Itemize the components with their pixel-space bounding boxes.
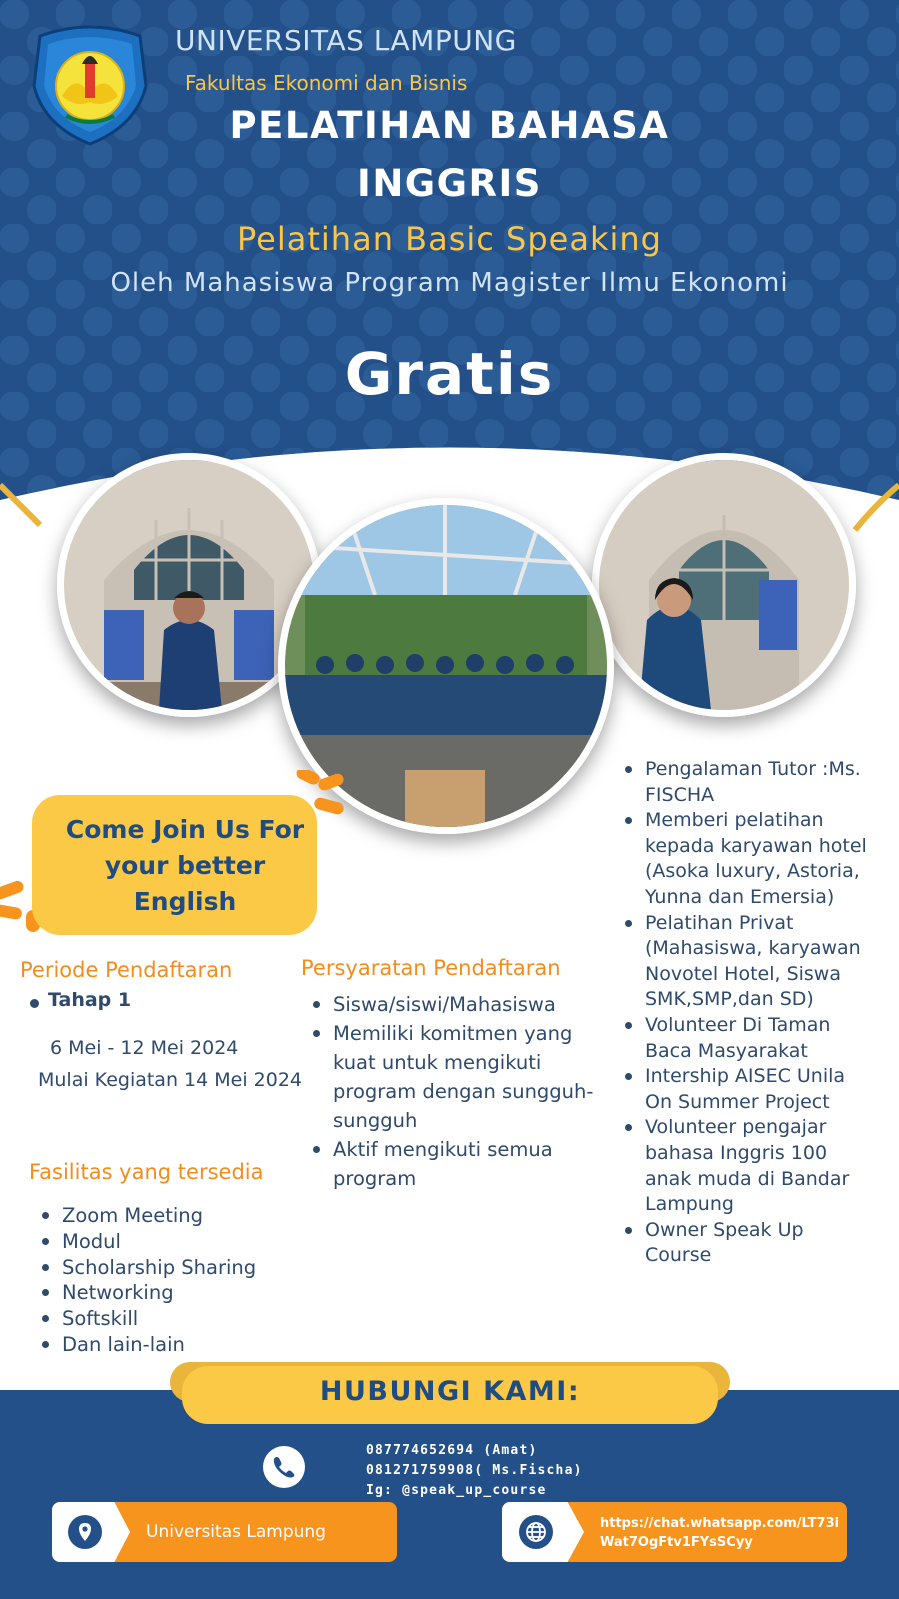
subtitle: Pelatihan Basic Speaking xyxy=(237,220,662,258)
location-text: Universitas Lampung xyxy=(146,1522,326,1542)
facility-item: Zoom Meeting xyxy=(40,1203,300,1229)
tutor-item: Memberi pelatihan kepada karyawan hotel (Asoka luxury, Astoria, Yunna dan Emersia) xyxy=(623,808,868,910)
activity-start: Mulai Kegiatan 14 Mei 2024 xyxy=(38,1069,303,1091)
tutor-item: Owner Speak Up Course xyxy=(623,1218,868,1269)
title-line-2: INGGRIS xyxy=(357,162,542,205)
phone-amat: 087774652694 (Amat) xyxy=(366,1443,538,1458)
stage-bullet xyxy=(30,999,39,1008)
photo-female-student xyxy=(592,453,856,717)
tutor-item: Pengalaman Tutor :Ms. FISCHA xyxy=(623,757,868,808)
contact-heading: HUBUNGI KAMI: xyxy=(319,1376,581,1407)
location-pin-icon xyxy=(68,1515,102,1549)
phone-fischa: 081271759908( Ms.Fischa) xyxy=(366,1463,583,1478)
facility-item: Dan lain-lain xyxy=(40,1332,300,1358)
join-line-2: your better xyxy=(104,851,266,880)
whatsapp-url[interactable] xyxy=(600,1514,839,1552)
periode-heading: Periode Pendaftaran xyxy=(20,958,233,982)
tutor-item: Intership AISEC Unila On Summer Project xyxy=(623,1064,868,1115)
tutor-item: Pelatihan Privat (Mahasiswa, karyawan Novotel Hotel, Siswa SMK,SMP,dan SD) xyxy=(623,911,868,1013)
faculty-name: Fakultas Ekonomi dan Bisnis xyxy=(185,71,468,95)
join-line-1: Come Join Us For xyxy=(65,815,305,844)
requirements-list xyxy=(311,990,601,1193)
tutor-item: Volunteer pengajar bahasa Inggris 100 anak muda di Bandar Lampung xyxy=(623,1115,868,1217)
requirement-item: Aktif mengikuti semua program xyxy=(311,1135,601,1193)
requirement-item: Siswa/siswi/Mahasiswa xyxy=(311,990,601,1019)
facility-item: Modul xyxy=(40,1229,300,1255)
periode-dates: 6 Mei - 12 Mei 2024 xyxy=(50,1037,239,1059)
stage-label: Tahap 1 xyxy=(48,989,132,1011)
join-text xyxy=(50,812,320,920)
price-label: Gratis xyxy=(344,340,555,408)
facility-item: Scholarship Sharing xyxy=(40,1255,300,1281)
tutor-item: Volunteer Di Taman Baca Masyarakat xyxy=(623,1013,868,1064)
organizer: Oleh Mahasiswa Program Magister Ilmu Ekonomi xyxy=(110,268,789,298)
instagram-handle: Ig: @speak_up_course xyxy=(366,1483,547,1498)
phone-icon xyxy=(263,1446,305,1488)
facilities-list xyxy=(40,1203,300,1358)
requirements-heading: Persyaratan Pendaftaran xyxy=(301,956,561,980)
title-line-1: PELATIHAN BAHASA xyxy=(229,104,670,147)
requirement-item: Memiliki komitmen yang kuat untuk mengikuti program dengan sungguh-sungguh xyxy=(311,1019,601,1135)
facility-item: Softskill xyxy=(40,1306,300,1332)
url-line-1: https://chat.whatsapp.com/LT73i xyxy=(600,1516,840,1531)
tutor-experience-list xyxy=(623,757,868,1269)
university-name: UNIVERSITAS LAMPUNG xyxy=(175,24,517,57)
url-line-2: Wat7OgFtv1FYsSCyy xyxy=(600,1535,753,1550)
facilities-heading: Fasilitas yang tersedia xyxy=(29,1160,264,1184)
globe-icon xyxy=(519,1515,553,1549)
facility-item: Networking xyxy=(40,1280,300,1306)
join-line-3: English xyxy=(133,887,237,916)
